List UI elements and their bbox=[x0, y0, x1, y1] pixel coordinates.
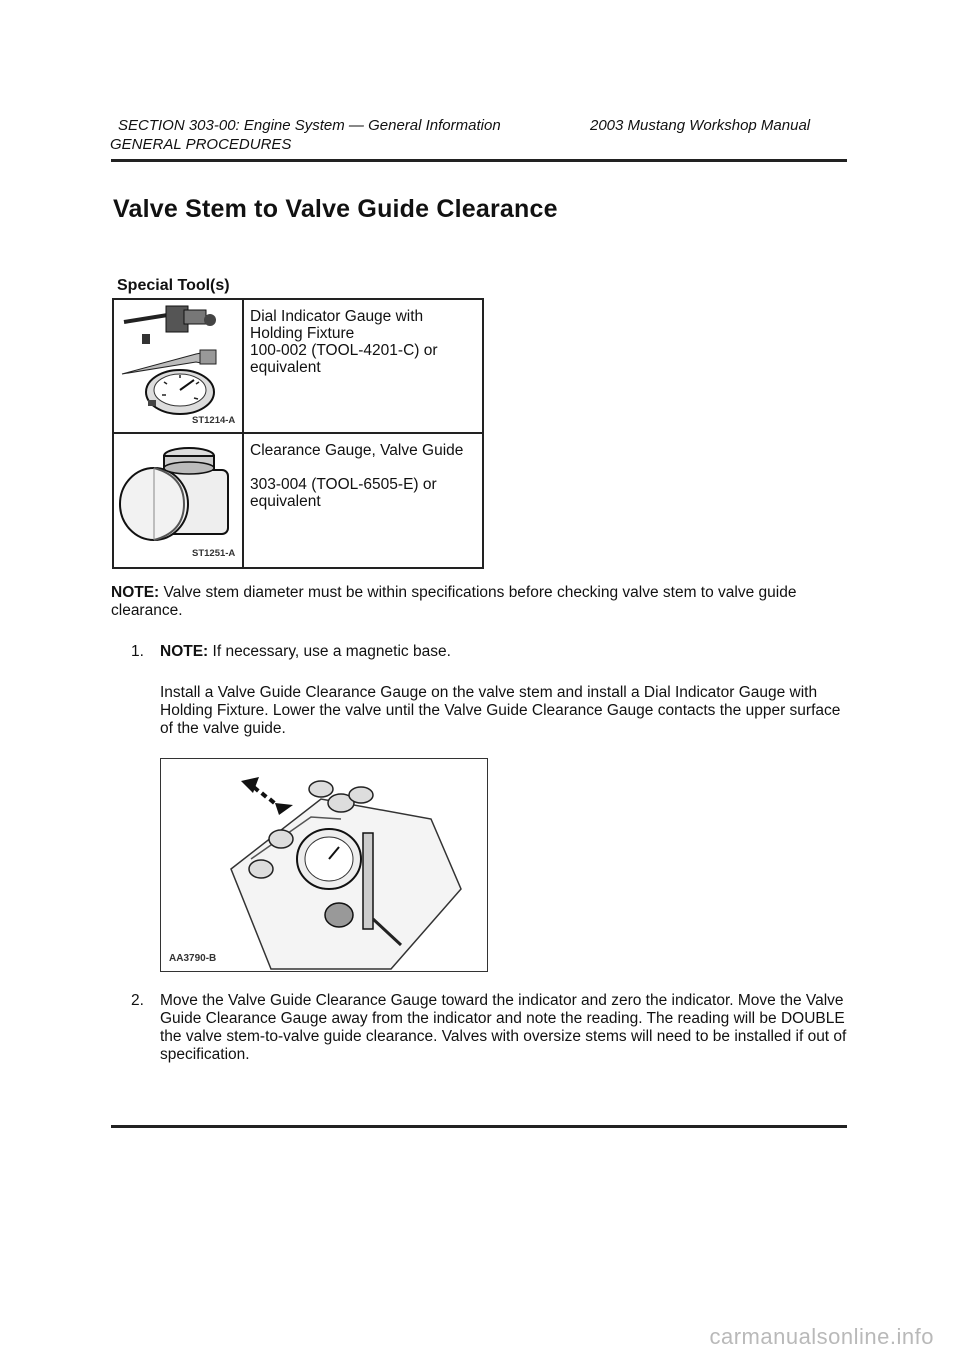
dial-indicator-gauge-icon bbox=[114, 300, 242, 427]
step-number: 2. bbox=[131, 992, 144, 1009]
page-title: Valve Stem to Valve Guide Clearance bbox=[113, 195, 558, 223]
header-rule bbox=[111, 159, 847, 162]
step-number: 1. bbox=[131, 643, 144, 660]
tool-image-code: ST1214-A bbox=[192, 415, 236, 426]
step-note-text: If necessary, use a magnetic base. bbox=[208, 643, 451, 660]
tool-image-cell bbox=[113, 433, 243, 568]
tool-description-cell bbox=[243, 433, 483, 568]
special-tools-table bbox=[112, 298, 484, 569]
tool-row bbox=[113, 299, 483, 433]
note-label: NOTE: bbox=[111, 584, 160, 601]
footer-rule bbox=[111, 1125, 847, 1128]
tool-row bbox=[113, 433, 483, 568]
tool-image-code: ST1251-A bbox=[192, 548, 236, 559]
figure-code: AA3790-B bbox=[169, 953, 217, 964]
step-text: Install a Valve Guide Clearance Gauge on the valve stem and install a Dial Indicator Gauge with Holding Fixture. Lower the valve until the Valve Guide Clearance Gauge contacts the upper surface of the valve guide. bbox=[160, 684, 841, 737]
procedure-figure bbox=[160, 758, 488, 972]
special-tools-label: Special Tool(s) bbox=[117, 277, 230, 294]
step-note-label: NOTE: bbox=[160, 643, 209, 660]
tool-description: Clearance Gauge, Valve Guide 303-004 (TOOL-6505-E) or equivalent bbox=[250, 442, 464, 510]
manual-title: 2003 Mustang Workshop Manual bbox=[590, 117, 811, 134]
step-note bbox=[160, 643, 850, 661]
tool-description: Dial Indicator Gauge with Holding Fixture 100-002 (TOOL-4201-C) or equivalent bbox=[250, 308, 438, 376]
section-header: SECTION 303-00: Engine System — General Information bbox=[118, 117, 501, 134]
subsection-header: GENERAL PROCEDURES bbox=[110, 136, 292, 153]
step-text: Move the Valve Guide Clearance Gauge toward the indicator and zero the indicator. Move the Valve Guide Clearance Gauge away from the indicator and note the reading. The reading will be DOUBLE the valve stem-to-valve guide clearance. Valves with oversize stems will need to be installed if out of specification. bbox=[160, 992, 847, 1063]
watermark: carmanualsonline.info bbox=[709, 1324, 934, 1349]
tool-description-cell bbox=[243, 299, 483, 433]
tool-image-cell bbox=[113, 299, 243, 433]
note-paragraph bbox=[111, 584, 851, 620]
note-text: Valve stem diameter must be within specifications before checking valve stem to valve guide clearance. bbox=[111, 584, 797, 619]
dial-indicator-setup-illustration bbox=[161, 759, 487, 971]
valve-guide-clearance-gauge-icon bbox=[114, 434, 242, 562]
